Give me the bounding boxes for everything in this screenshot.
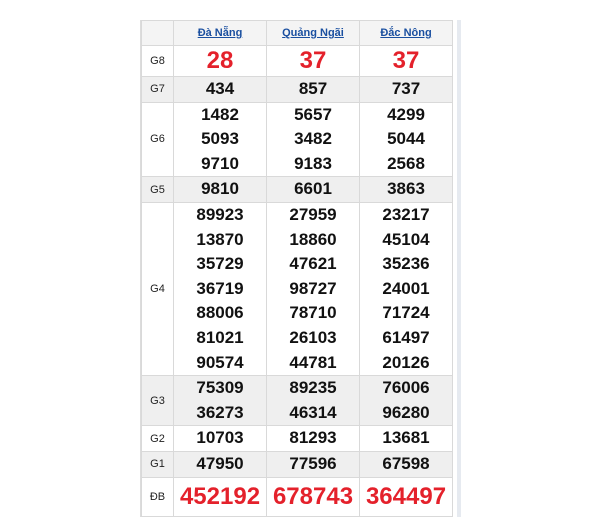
prize-row-g2: [142, 426, 453, 452]
prize-label: G8: [142, 46, 174, 77]
prize-number: 3482: [294, 129, 332, 149]
prize-row-g8: [142, 46, 453, 77]
prize-number: 81021: [196, 327, 244, 347]
province-link[interactable]: Đà Nẵng: [197, 27, 243, 39]
prize-cell: [174, 451, 267, 477]
prize-number: 47950: [196, 453, 244, 473]
prize-cell: [360, 77, 453, 103]
prize-number: 37: [299, 47, 327, 74]
prize-row-g5: [142, 177, 453, 203]
prize-number: 4299: [387, 104, 425, 124]
prize-number: 24001: [382, 278, 430, 298]
prize-number: 1482: [201, 104, 239, 124]
prize-label: G1: [142, 451, 174, 477]
prize-number: 67598: [382, 453, 430, 473]
province-link[interactable]: Đắc Nông: [380, 27, 432, 39]
prize-cell: [360, 451, 453, 477]
prize-row-db: [142, 477, 453, 516]
prize-label: G5: [142, 177, 174, 203]
prize-number: 37: [392, 47, 420, 74]
prize-number: 9710: [201, 153, 239, 173]
prize-cell: [267, 376, 360, 426]
prize-row-g6: [142, 102, 453, 177]
prize-cell: [267, 177, 360, 203]
prize-number: 61497: [382, 327, 430, 347]
prize-number: 89923: [196, 204, 244, 224]
prize-cell: [267, 477, 360, 516]
prize-number: 6601: [294, 179, 332, 199]
prize-number: 23217: [382, 204, 430, 224]
prize-number: 2568: [387, 153, 425, 173]
prize-number: 98727: [289, 278, 337, 298]
prize-number: 13870: [196, 229, 244, 249]
prize-number: 678743: [272, 482, 354, 510]
prize-cell: [360, 177, 453, 203]
prize-number: 81293: [289, 428, 337, 448]
prize-number: 452192: [179, 482, 261, 510]
prize-cell: [174, 202, 267, 375]
prize-cell: [360, 46, 453, 77]
prize-label: G6: [142, 102, 174, 177]
prize-row-g4: [142, 202, 453, 375]
prize-number: 20126: [382, 352, 430, 372]
prize-row-g1: [142, 451, 453, 477]
prize-number: 10703: [196, 428, 244, 448]
prize-label: G4: [142, 202, 174, 375]
province-header: [267, 21, 360, 46]
prize-number: 76006: [382, 378, 430, 398]
prize-cell: [267, 46, 360, 77]
prize-number: 9183: [294, 153, 332, 173]
prize-number: 78710: [289, 303, 337, 323]
prize-number: 88006: [196, 303, 244, 323]
prize-label: ĐB: [142, 477, 174, 516]
prize-cell: [174, 46, 267, 77]
prize-number: 364497: [365, 482, 447, 510]
prize-number: 35236: [382, 254, 430, 274]
corner-cell: [142, 21, 174, 46]
prize-cell: [267, 202, 360, 375]
prize-number: 47621: [289, 254, 337, 274]
province-link[interactable]: Quảng Ngãi: [282, 27, 344, 39]
prize-number: 13681: [382, 428, 430, 448]
prize-number: 27959: [289, 204, 337, 224]
prize-cell: [360, 202, 453, 375]
prize-number: 5044: [387, 129, 425, 149]
prize-number: 35729: [196, 254, 244, 274]
province-header: [360, 21, 453, 46]
prize-number: 18860: [289, 229, 337, 249]
prize-cell: [174, 77, 267, 103]
prize-number: 26103: [289, 327, 337, 347]
prize-cell: [360, 426, 453, 452]
prize-label: G7: [142, 77, 174, 103]
prize-cell: [174, 426, 267, 452]
prize-cell: [360, 376, 453, 426]
prize-number: 5093: [201, 129, 239, 149]
prize-number: 737: [391, 79, 421, 98]
province-header: [174, 21, 267, 46]
prize-cell: [174, 376, 267, 426]
prize-number: 857: [298, 79, 328, 98]
prize-number: 45104: [382, 229, 430, 249]
prize-cell: [267, 77, 360, 103]
prize-cell: [267, 426, 360, 452]
prize-number: 75309: [196, 378, 244, 398]
prize-number: 36719: [196, 278, 244, 298]
prize-cell: [267, 102, 360, 177]
prize-number: 77596: [289, 453, 337, 473]
prize-number: 96280: [382, 402, 430, 422]
prize-cell: [174, 477, 267, 516]
prize-number: 44781: [289, 352, 337, 372]
lottery-results-panel: [140, 20, 461, 517]
prize-number: 434: [205, 79, 235, 98]
prize-cell: [174, 177, 267, 203]
prize-label: G3: [142, 376, 174, 426]
prize-cell: [360, 102, 453, 177]
prize-cell: [174, 102, 267, 177]
prize-number: 3863: [387, 179, 425, 199]
prize-cell: [360, 477, 453, 516]
prize-number: 90574: [196, 352, 244, 372]
prize-cell: [267, 451, 360, 477]
results-table: [141, 20, 453, 517]
prize-number: 89235: [289, 378, 337, 398]
prize-number: 28: [206, 47, 234, 74]
prize-number: 9810: [201, 179, 239, 199]
prize-row-g7: [142, 77, 453, 103]
prize-number: 71724: [382, 303, 430, 323]
prize-number: 36273: [196, 402, 244, 422]
prize-row-g3: [142, 376, 453, 426]
prize-label: G2: [142, 426, 174, 452]
header-row: [142, 21, 453, 46]
prize-number: 46314: [289, 402, 337, 422]
prize-number: 5657: [294, 104, 332, 124]
